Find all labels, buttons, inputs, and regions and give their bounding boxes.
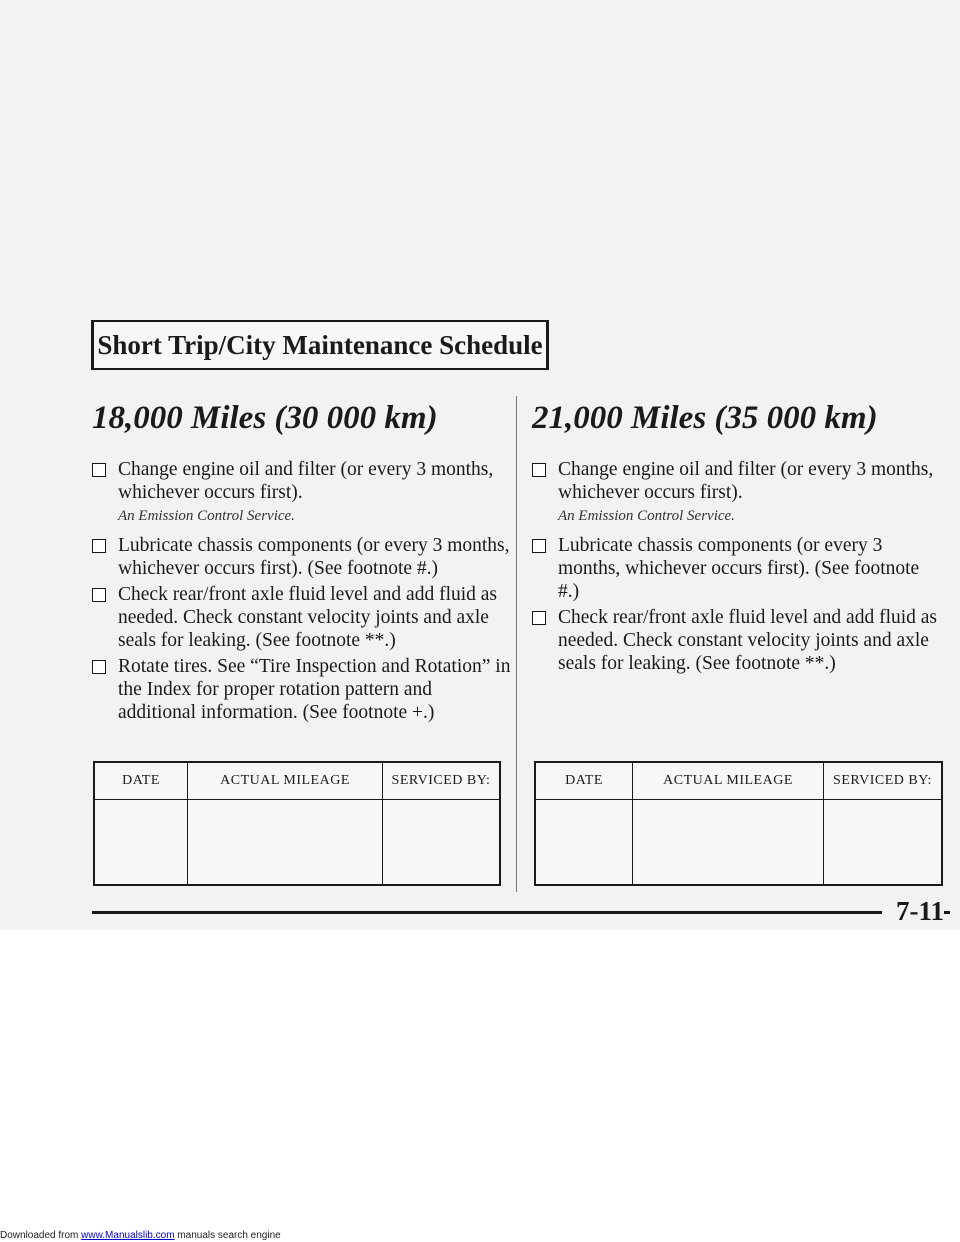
service-text: Check rear/front axle fluid level and add fluid as needed. Check constant velocity joints and axle seals for leaking. (See footnote **.): [118, 584, 498, 651]
checkbox[interactable]: [532, 539, 546, 553]
interval-21000: [532, 398, 942, 678]
column-header-mileage: ACTUAL MILEAGE: [633, 762, 824, 800]
checkbox[interactable]: [92, 539, 106, 553]
column-divider: [516, 396, 517, 892]
service-text: Lubricate chassis components (or every 3 months, whichever occurs first). (See footnote #.): [118, 535, 510, 579]
manualslib-link[interactable]: www.Manualslib.com: [81, 1230, 175, 1241]
service-item-axle: [92, 583, 512, 652]
download-footer: [0, 1230, 281, 1242]
mileage-cell[interactable]: [188, 800, 383, 886]
service-text: Change engine oil and filter (or every 3 months, whichever occurs first).: [558, 459, 934, 503]
service-text: Lubricate chassis components (or every 3 months, whichever occurs first). (See footnote #.): [558, 535, 920, 602]
column-header-serviced-by: SERVICED BY:: [383, 762, 501, 800]
column-header-date: DATE: [94, 762, 188, 800]
checkbox[interactable]: [92, 588, 106, 602]
table-header-row: [94, 762, 500, 800]
service-list: [532, 458, 942, 675]
checkbox[interactable]: [92, 660, 106, 674]
date-cell[interactable]: [94, 800, 188, 886]
emission-note: An Emission Control Service.: [118, 508, 295, 524]
service-text: Change engine oil and filter (or every 3 months, whichever occurs first).: [118, 459, 494, 503]
section-header: Short Trip/City Maintenance Schedule: [91, 320, 549, 370]
serviced-by-cell[interactable]: [824, 800, 943, 886]
service-item-chassis: [532, 534, 942, 603]
table-header-row: [535, 762, 942, 800]
date-cell[interactable]: [535, 800, 633, 886]
service-item-axle: [532, 606, 942, 675]
service-item-chassis: [92, 534, 512, 580]
column-header-date: DATE: [535, 762, 633, 800]
interval-title: 21,000 Miles (35 000 km): [532, 400, 878, 436]
table-row: [535, 800, 942, 886]
checkbox[interactable]: [92, 463, 106, 477]
service-list: [92, 458, 512, 724]
serviced-by-cell[interactable]: [383, 800, 501, 886]
checkbox[interactable]: [532, 463, 546, 477]
service-text: Check rear/front axle fluid level and add fluid as needed. Check constant velocity joints and axle seals for leaking. (See footnote **.): [558, 607, 938, 674]
table-row: [94, 800, 500, 886]
service-text: Rotate tires. See “Tire Inspection and Rotation” in the Index for proper rotation pattern and additional information. (See footnote +.): [118, 656, 511, 723]
service-item-oil: [532, 458, 942, 525]
footer-rule: [92, 911, 950, 914]
service-log-table: [534, 761, 943, 886]
service-item-oil: [92, 458, 512, 525]
interval-18000: [92, 398, 512, 727]
footer-prefix: Downloaded from: [0, 1230, 79, 1241]
emission-note: An Emission Control Service.: [558, 508, 735, 524]
footer-suffix: manuals search engine: [177, 1230, 281, 1241]
page-number: 7-11: [882, 893, 944, 929]
checkbox[interactable]: [532, 611, 546, 625]
column-header-mileage: ACTUAL MILEAGE: [188, 762, 383, 800]
service-log-table: [93, 761, 501, 886]
interval-title: 18,000 Miles (30 000 km): [92, 400, 438, 436]
column-header-serviced-by: SERVICED BY:: [824, 762, 943, 800]
service-item-tires: [92, 655, 512, 724]
mileage-cell[interactable]: [633, 800, 824, 886]
